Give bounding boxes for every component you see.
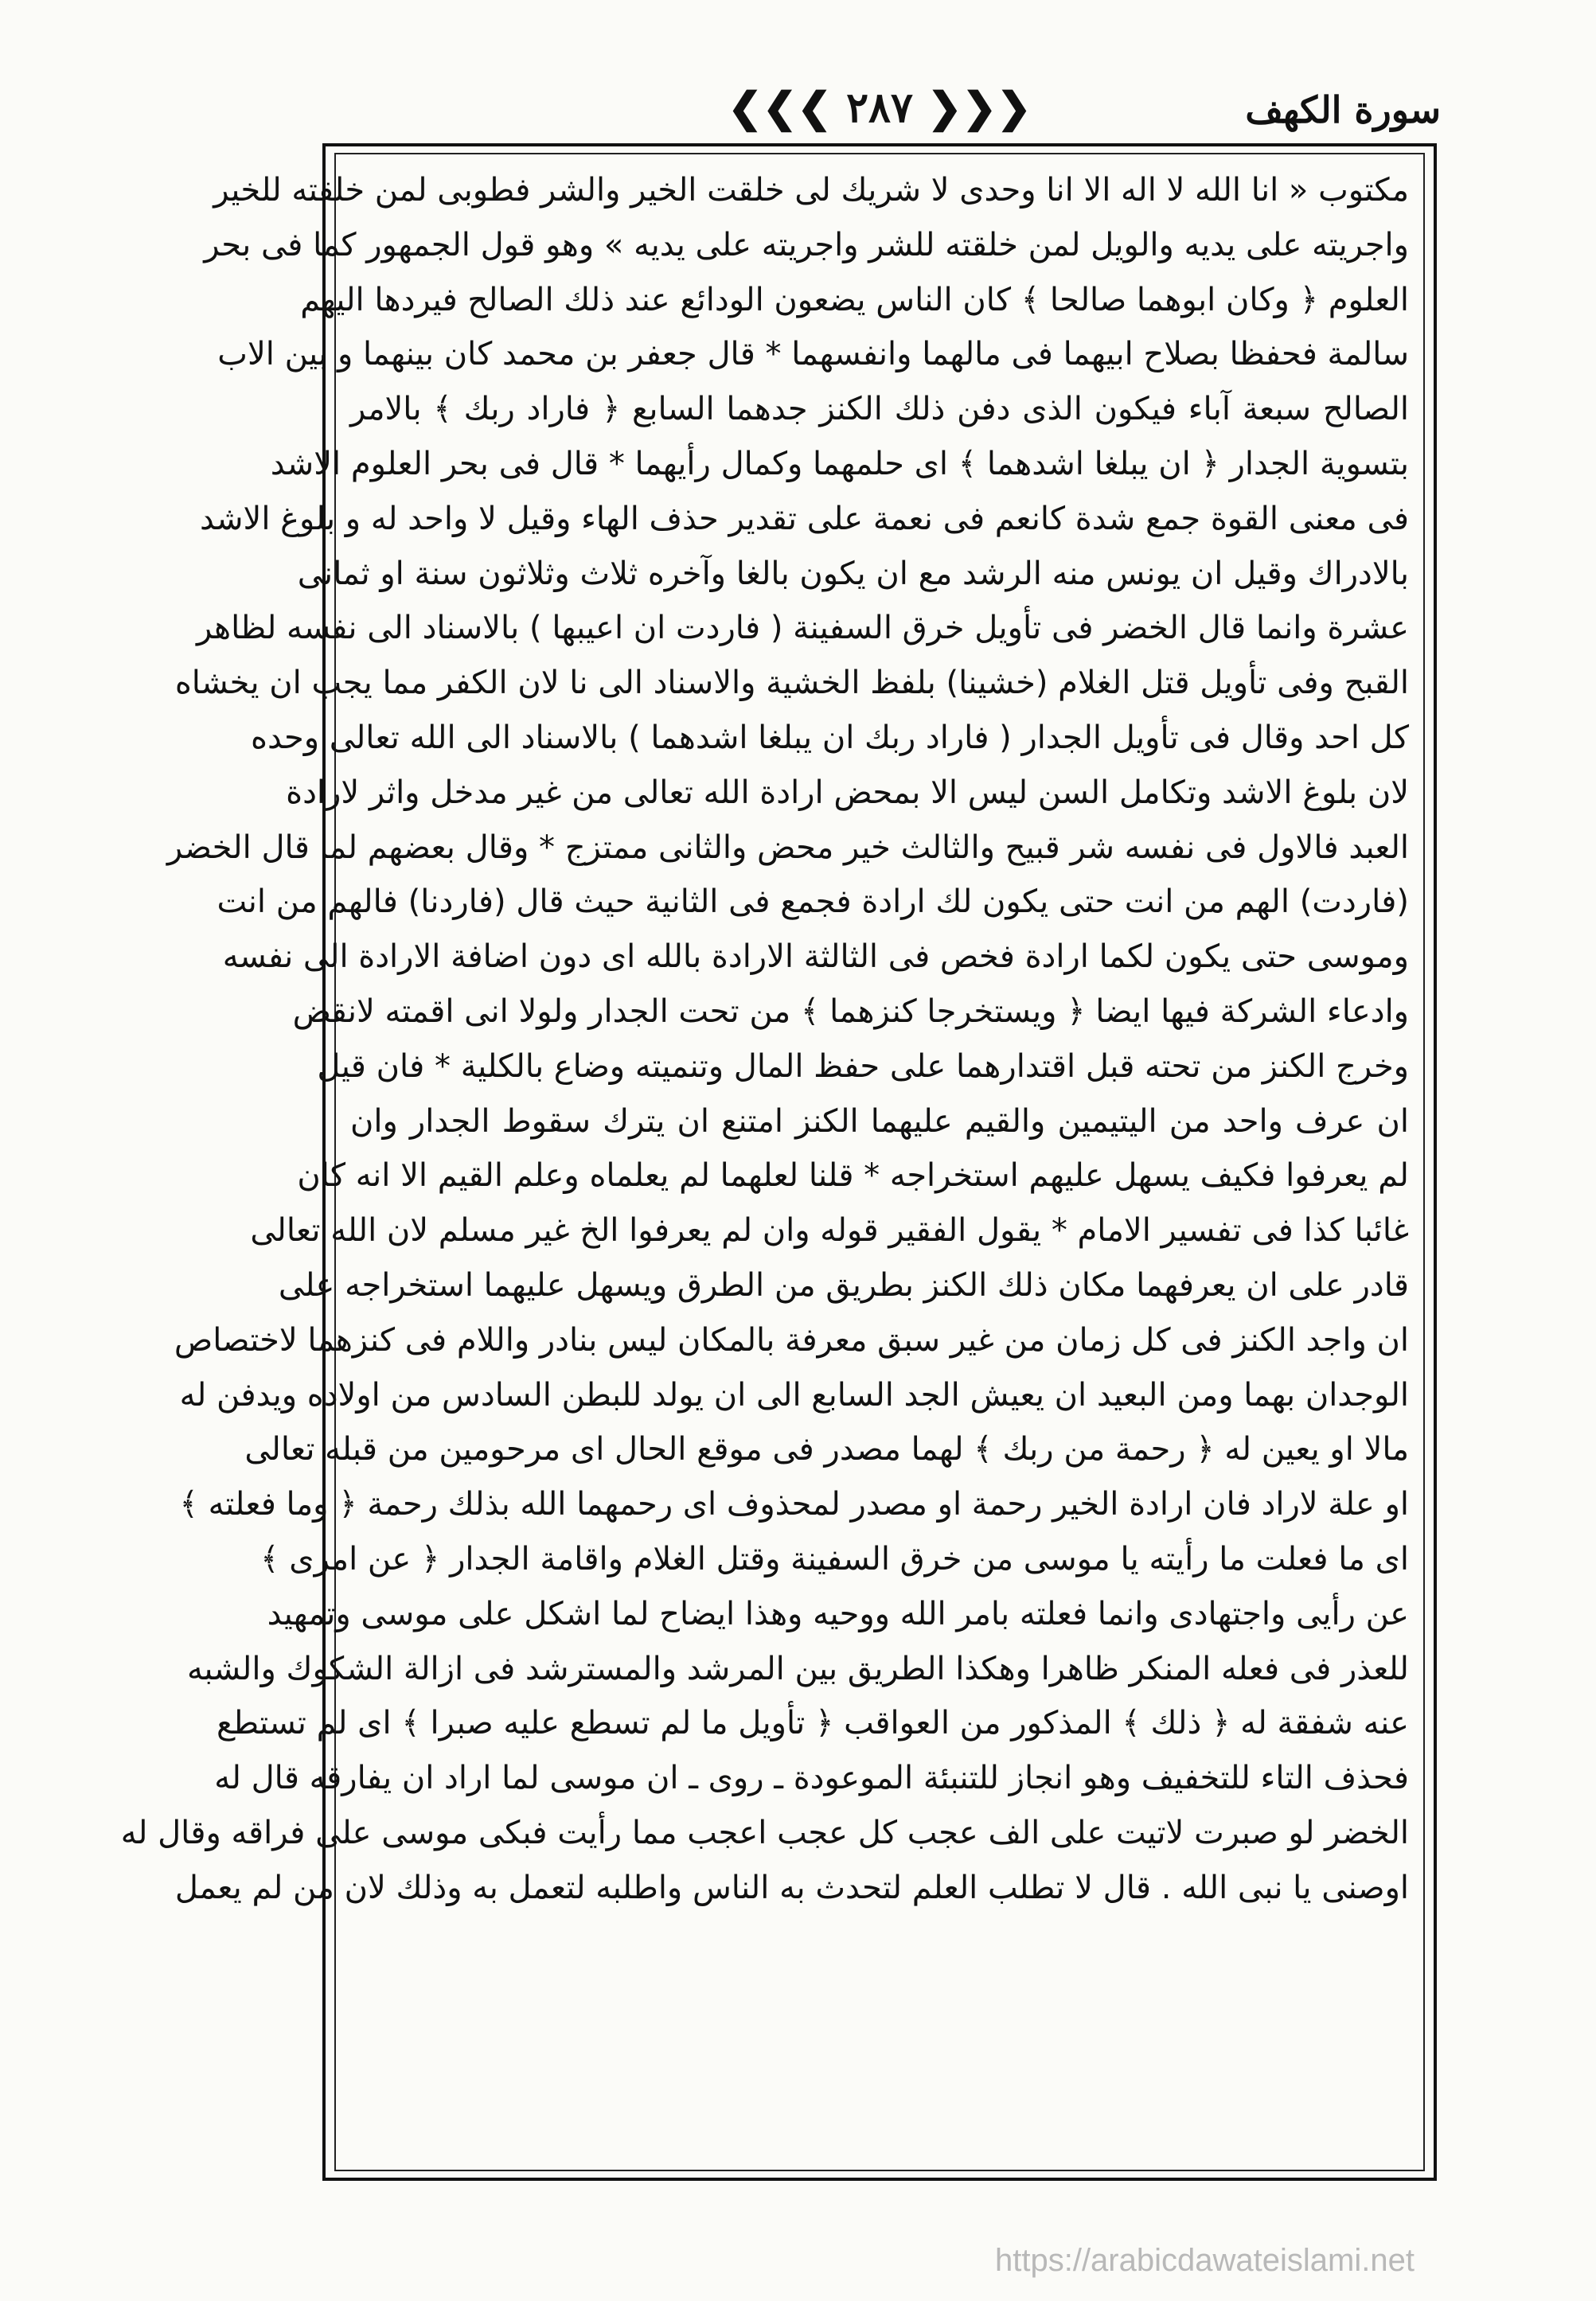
text-line: وموسى حتى يكون لكما ارادة فخص فى الثالثة الارادة بالله اى دون اضافة الارادة الى نفسه	[222, 938, 1409, 976]
text-line: وادعاء الشركة فيها ايضا ﴿ ويستخرجا كنزهما ﴾ من تحت الجدار ولولا انى اقمته لانقض	[292, 993, 1409, 1030]
text-line: عشرة وانما قال الخضر فى تأويل خرق السفينة ( فاردت ان اعيبها ) بالاسناد الى نفسه لظاهر	[196, 610, 1409, 647]
text-line: الخضر لو صبرت لاتيت على الف عجب كل عجب اعجب مما رأيت فبكى موسى على فراقه وقال له	[120, 1814, 1409, 1851]
text-line: فحذف التاء للتخفيف وهو انجاز للتنبئة الموعودة ـ روى ـ ان موسى لما اراد ان يفارقه قال له	[214, 1760, 1409, 1797]
watermark-url: https://arabicdawateislami.net	[995, 2243, 1415, 2278]
text-line: العبد فالاول فى نفسه شر قبيح والثالث خير محض والثانى ممتزج * وقال بعضهم لما قال الخضر	[166, 829, 1409, 866]
text-line: الصالح سبعة آباء فيكون الذى دفن ذلك الكنز جدهما السابع ﴿ فاراد ربك ﴾ بالامر	[350, 391, 1409, 428]
page-header	[318, 84, 1441, 139]
text-line: كل احد وقال فى تأويل الجدار ( فاراد ربك ان يبلغا اشدهما ) بالاسناد الى الله تعالى وحده	[251, 719, 1409, 756]
text-line: مكتوب « انا الله لا اله الا انا وحدى لا شريك لى خلقت الخير والشر فطوبى لمن خلقته للخير	[213, 172, 1409, 209]
text-line: ان عرف واحد من اليتيمين والقيم عليهما الكنز امتنع ان يترك سقوط الجدار وان	[350, 1102, 1409, 1140]
text-line: قادر على ان يعرفهما مكان ذلك الكنز بطريق من الطرق ويسهل عليهما استخراجه على	[278, 1266, 1409, 1304]
text-line: لم يعرفوا فكيف يسهل عليهم استخراجه * قلنا لعلهما لم يعلماه وعلم القيم الا انه كان	[297, 1157, 1409, 1195]
text-line: اى ما فعلت ما رأيته يا موسى من خرق السفينة وقتل الغلام واقامة الجدار ﴿ عن امرى ﴾	[260, 1540, 1409, 1578]
text-line: وخرج الكنز من تحته قبل اقتدارهما على حفظ المال وتنميته وضاع بالكلية * فان قيل	[317, 1047, 1409, 1085]
text-line: عنه شفقة له ﴿ ذلك ﴾ المذكور من العواقب ﴿ تأويل ما لم تسطع عليه صبرا ﴾ اى لم تستطع	[216, 1705, 1409, 1742]
text-line: العلوم ﴿ وكان ابوهما صالحا ﴾ كان الناس يضعون الودائع عند ذلك الصالح فيردها اليهم	[300, 281, 1409, 318]
page-number-value: ۲۸۷	[846, 84, 913, 132]
page-number	[728, 84, 1031, 132]
text-line: القبح وفى تأويل قتل الغلام (خشينا) بلفظ الخشية والاسناد الى نا لان الكفر مما يجب ان يخشاه	[174, 665, 1409, 702]
text-line: بالادراك وقيل ان يونس منه الرشد مع ان يكون بالغا وآخره ثلاث وثلاثون سنة او ثمانى	[297, 555, 1409, 592]
text-line: لان بلوغ الاشد وتكامل السن ليس الا بمحض ارادة الله تعالى من غير مدخل واثر لارادة	[286, 774, 1409, 811]
text-line: فى معنى القوة جمع شدة كانعم فى نعمة على تقدير حذف الهاء وقيل لا واحد له و بلوغ الاشد	[200, 500, 1409, 537]
text-line: سالمة فحفظا بصلاح ابيهما فى مالهما وانفسهما * قال جعفر بن محمد كان بينهما و بين الاب	[217, 336, 1409, 373]
text-line: للعذر فى فعله المنكر ظاهرا وهكذا الطريق بين المرشد والمسترشد فى ازالة الشكوك والشبه	[186, 1650, 1409, 1687]
text-line: (فاردت) الهم من انت حتى يكون لك ارادة فجمع فى الثانية حيث قال (فاردنا) فالهم من انت	[217, 883, 1409, 921]
surah-title: سورة الكهف	[1245, 88, 1441, 131]
text-line: مالا او يعين له ﴿ رحمة من ربك ﴾ لهما مصدر فى موقع الحال اى مرحومين من قبله تعالى	[244, 1431, 1409, 1468]
text-line: غائبا كذا فى تفسير الامام * يقول الفقير قوله وان لم يعرفوا الخ غير مسلم لان الله تعالى	[250, 1212, 1409, 1250]
ornament-left: ❮❮❮	[728, 84, 847, 132]
text-line: او علة لاراد فان ارادة الخير رحمة او مصدر لمحذوف اى رحمهما الله بذلك رحمة ﴿ وما فعلته ﴾	[179, 1486, 1409, 1523]
text-line: بتسوية الجدار ﴿ ان يبلغا اشدهما ﴾ اى حلمهما وكمال رأيهما * قال فى بحر العلوم الاشد	[270, 445, 1409, 482]
page-body	[120, 163, 1409, 1916]
text-line: ان واجد الكنز فى كل زمان من غير سبق معرفة بالمكان ليس بنادر واللام فى كنزهما لاختصاص	[174, 1321, 1409, 1359]
text-line: اوصنى يا نبى الله . قال لا تطلب العلم لتحدث به الناس واطلبه لتعمل به وذلك لان من لم يعمل	[174, 1869, 1409, 1906]
text-line: واجريته على يديه والويل لمن خلقته للشر واجريته على يديه » وهو قول الجمهور كما فى بحر	[204, 226, 1409, 263]
ornament-right: ❯❯❯	[912, 84, 1032, 132]
text-line: الوجدان بهما ومن البعيد ان يعيش الجد السابع الى ان يولد للبطن السادس من اولاده ويدفن له	[179, 1376, 1409, 1414]
text-line: عن رأيى واجتهادى وانما فعلته بامر الله ووحيه وهذا ايضاح لما اشكل على موسى وتمهيد	[267, 1595, 1409, 1632]
